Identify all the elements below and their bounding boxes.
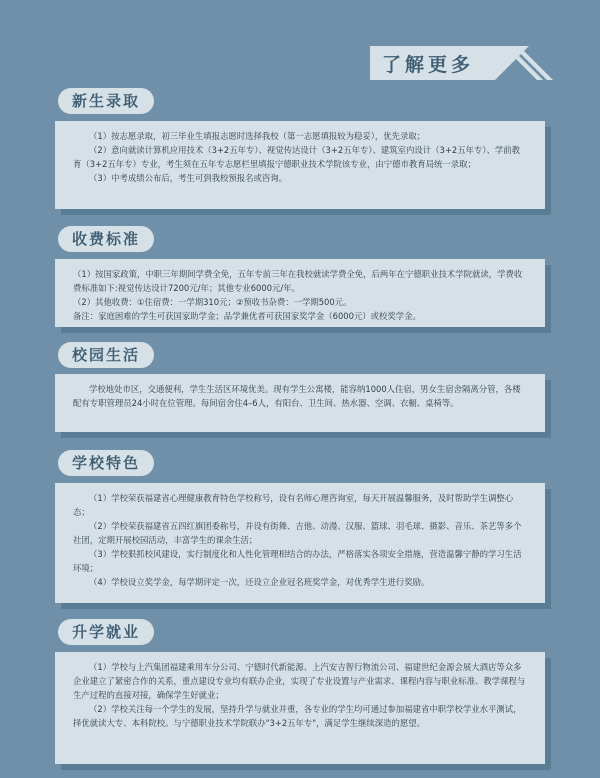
section-title-admission: 新生录取: [58, 88, 154, 114]
paragraph: （2）意向就读计算机应用技术（3+2五年专）、视觉传达设计（3+2五年专）、建筑室内设计（3+2五年专）、学前教育（3+2五年专）专业，考生须在五年专志愿栏里填报宁德职业技术学院该专业，由宁德市教育局统一录取；: [73, 145, 521, 169]
section-title-features: 学校特色: [58, 450, 154, 476]
paragraph: （1）学校与上汽集团福建乘用车分公司、宁德时代新能源、上汽安吉智行物流公司、福建世纪金源会展大酒店等众多企业建立了紧密合作的关系，重点建设专业均有联办企业，实现了专业设置与产业需求、课程内容与职业标准、教学课程与生产过程的直接对接，确保学生好就业；: [73, 662, 526, 700]
section-box-career: [55, 652, 545, 764]
paragraph: （3）中考成绩公布后，考生可到我校预报名或咨询。: [89, 173, 287, 183]
section-title-career: 升学就业: [58, 619, 154, 645]
paragraph: （2）学校关注每一个学生的发展，坚持升学与就业并重，各专业的学生均可通过参加福建省中职学校学业水平测试，择优就读大专、本科院校。与宁德职业技术学院联办"3+2五年专"，满足学生继续深造的愿望。: [73, 704, 522, 728]
page-title: 了解更多: [382, 54, 475, 76]
header-banner: [370, 46, 540, 80]
paragraph: 备注：家庭困难的学生可获国家助学金；品学兼优者可获国家奖学金（6000元）或校奖学金。: [73, 311, 421, 321]
section-box-fees: [55, 259, 545, 327]
paragraph: （4）学校设立奖学金，每学期评定一次，还设立企业冠名班奖学金，对优秀学生进行奖励。: [89, 577, 430, 587]
section-box-campus-life: [55, 374, 545, 432]
paragraph: （2）其他收费：①住宿费：一学期310元；②预收书杂费：一学期500元。: [73, 297, 352, 307]
paragraph: 学校地处市区，交通便利，学生生活区环境优美。现有学生公寓楼，能容纳1000人住宿，男女生宿舍隔离分管，各楼配有专职管理员24小时在位管理。每间宿舍住4–6人，有阳台、卫生间、热水器、空调、衣橱、桌椅等。: [73, 384, 521, 408]
section-title-fees: 收费标准: [58, 226, 154, 252]
paragraph: （2）学校荣获福建省五四红旗团委称号，并设有街舞、吉他、动漫、汉服、篮球、羽毛球、摄影、音乐、茶艺等多个社团，定期开展校园活动，丰富学生的课余生活；: [73, 521, 522, 545]
section-title-campus-life: 校园生活: [58, 342, 154, 368]
paragraph: （1）按国家政策，中职三年期间学费全免，五年专前三年在我校就读学费全免，后两年在宁德职业技术学院就读，学费收费标准如下:视觉传达设计7200元/年；其他专业6000元/年。: [73, 269, 523, 293]
paragraph: （1）按志愿录取，初三毕业生填报志愿时选择我校（第一志愿填报较为稳妥），优先录取；: [89, 131, 426, 141]
paragraph: （3）学校狠抓校风建设，实行制度化和人性化管理相结合的办法，严格落实各项安全措施，营造温馨宁静的学习生活环境；: [73, 549, 522, 573]
paragraph: （1）学校荣获福建省心理健康教育特色学校称号，设有名师心理咨询室，每天开展温馨服务，及时帮助学生调整心态；: [73, 493, 514, 517]
section-box-admission: [55, 121, 545, 209]
section-box-features: [55, 483, 545, 603]
